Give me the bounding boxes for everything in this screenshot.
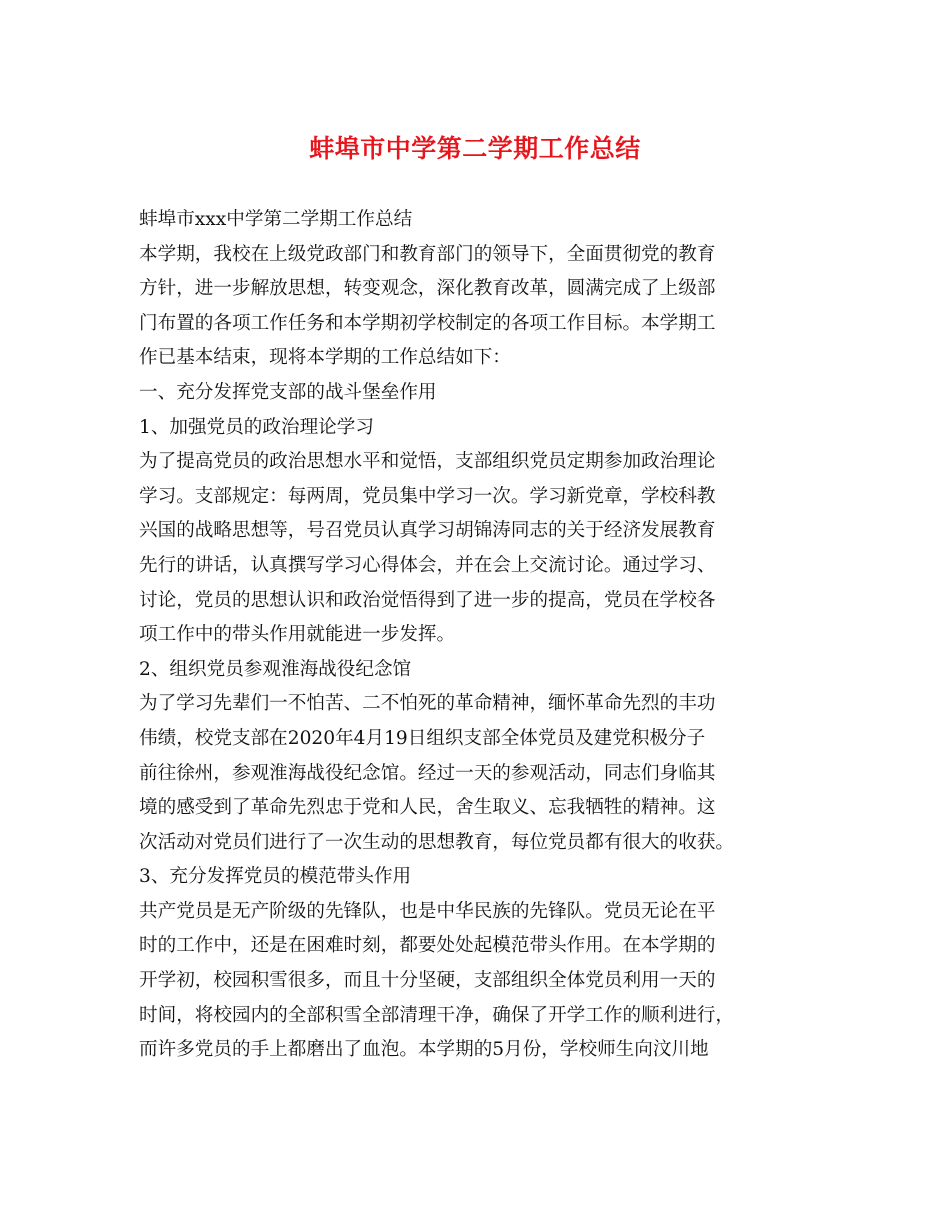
document-line: 门布置的各项工作任务和本学期初学校制定的各项工作目标。本学期工 xyxy=(139,312,716,334)
document-line: 为了提高党员的政治思想水平和觉悟，支部组织党员定期参加政治理论 xyxy=(139,451,716,473)
document-line: 次活动对党员们进行了一次生动的思想教育，每位党员都有很大的收获。 xyxy=(139,831,735,853)
document-line: 2、组织党员参观淮海战役纪念馆 xyxy=(139,658,412,680)
document-line: 本学期，我校在上级党政部门和教育部门的领导下，全面贯彻党的教育 xyxy=(139,243,716,265)
document-line: 学习。支部规定：每两周，党员集中学习一次。学习新党章，学校科教 xyxy=(139,485,716,507)
document-line: 为了学习先辈们一不怕苦、二不怕死的革命精神，缅怀革命先烈的丰功 xyxy=(139,693,716,715)
document-line: 蚌埠市xxx中学第二学期工作总结 xyxy=(139,209,413,230)
document-line: 作已基本结束，现将本学期的工作总结如下： xyxy=(139,347,511,369)
document-body xyxy=(139,203,829,1068)
document-line: 一、充分发挥党支部的战斗堡垒作用 xyxy=(139,381,437,403)
document-line: 开学初，校园积雪很多，而且十分坚硬，支部组织全体党员利用一天的 xyxy=(139,970,716,992)
document-line: 境的感受到了革命先烈忠于党和人民，舍生取义、忘我牺牲的精神。这 xyxy=(139,797,716,819)
document-line: 伟绩，校党支部在2020年4月19日组织支部全体党员及建党积极分子 xyxy=(139,727,706,749)
document-line: 项工作中的带头作用就能进一步发挥。 xyxy=(139,624,456,646)
document-title: 蚌埠市中学第二学期工作总结 xyxy=(309,134,641,163)
document-line: 讨论，党员的思想认识和政治觉悟得到了进一步的提高，党员在学校各 xyxy=(139,589,716,611)
document-line: 时的工作中，还是在困难时刻，都要处处起模范带头作用。在本学期的 xyxy=(139,935,716,957)
document-line: 共产党员是无产阶级的先锋队，也是中华民族的先锋队。党员无论在平 xyxy=(139,900,716,922)
document-line: 1、加强党员的政治理论学习 xyxy=(139,416,374,438)
document-line: 兴国的战略思想等，号召党员认真学习胡锦涛同志的关于经济发展教育 xyxy=(139,520,716,542)
document-line: 方针，进一步解放思想，转变观念，深化教育改革，圆满完成了上级部 xyxy=(139,278,716,300)
document-line: 而许多党员的手上都磨出了血泡。本学期的5月份，学校师生向汶川地 xyxy=(139,1039,709,1061)
document-line: 3、充分发挥党员的模范带头作用 xyxy=(139,866,412,888)
document-line: 前往徐州，参观淮海战役纪念馆。经过一天的参观活动，同志们身临其 xyxy=(139,762,716,784)
document-line: 时间，将校园内的全部积雪全部清理干净，确保了开学工作的顺利进行， xyxy=(139,1004,735,1026)
document-line: 先行的讲话，认真撰写学习心得体会，并在会上交流讨论。通过学习、 xyxy=(139,554,716,576)
